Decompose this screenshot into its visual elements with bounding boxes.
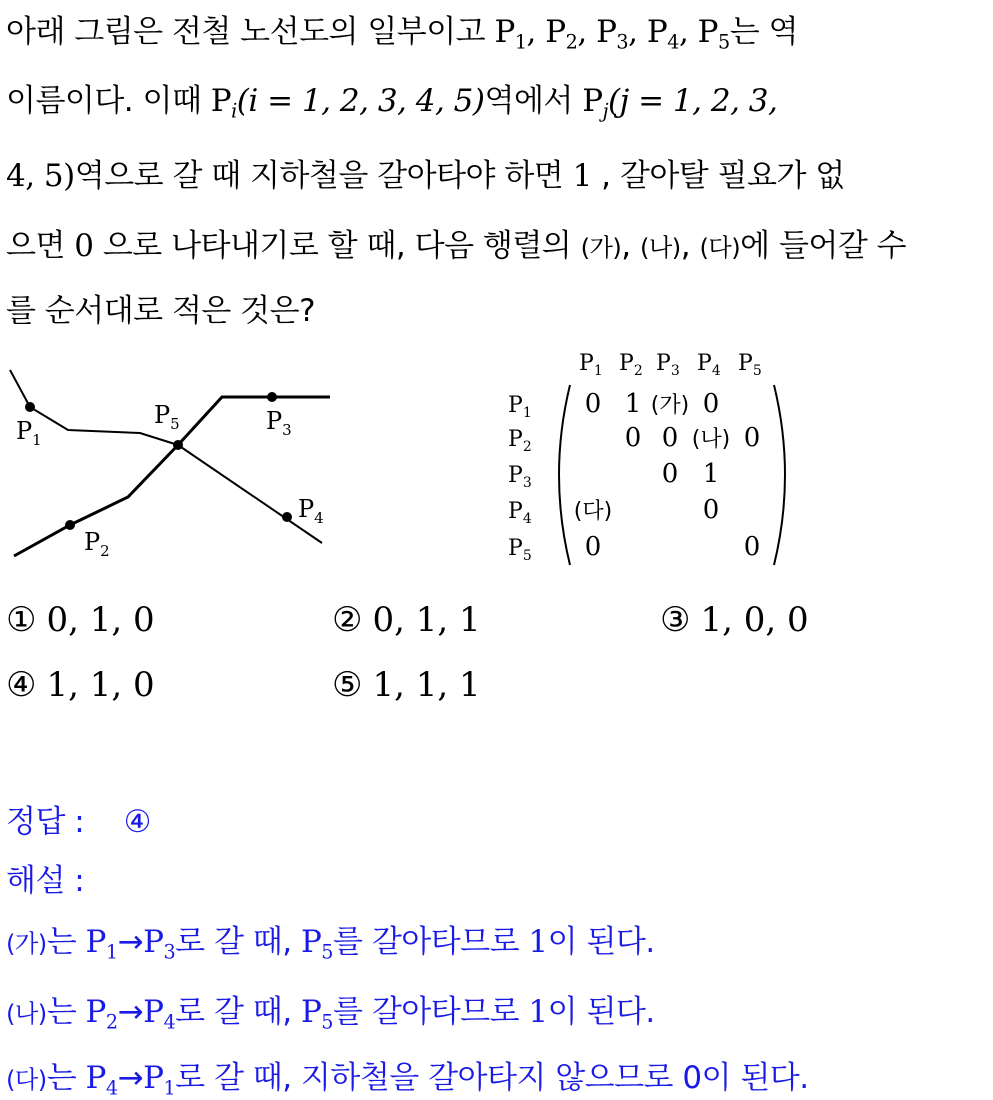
label-p5: $P_5$ [154,401,180,433]
label-p4: $P_4$ [298,495,324,527]
question-line-2: 이름이다. 이때 $P_i(i = 1$, 2, 3, 4, 5)역에서 $P_j(j = 1$, 2, 3, [6,83,778,123]
matrix-row-header: $P_2$ [508,427,532,455]
matrix-cell: 0 [661,423,679,453]
question-line-4: 으면 0 으로 나타내기로 할 때, 다음 행렬의 (가), (나), (다)에 들어갈 수 [6,228,907,264]
matrix-cell: 0 [584,532,602,562]
marker-da: (다) [699,234,741,262]
q-text: 아래 그림은 전철 노선도의 일부이고 [6,14,495,50]
label-p2: $P_2$ [84,528,110,560]
matrix-row-header: $P_5$ [508,536,532,564]
station-p5: P [697,14,719,50]
route-line-thin-2 [178,445,322,543]
station-p2: P [545,14,566,50]
question-line-5: 를 순서대로 적은 것은? [6,293,316,329]
choice-4[interactable]: ④ 1, 1, 0 [6,665,155,705]
matrix-cell: 1 [702,459,720,489]
matrix-cell: 1 [624,389,642,419]
matrix-cell: (나) [691,427,731,452]
matrix-cell: 0 [624,423,642,453]
answer-label: 정답 : [6,804,85,840]
matrix-row-header: $P_4$ [508,499,532,527]
choice-5[interactable]: ⑤ 1, 1, 1 [332,665,481,705]
station-p4: P [646,14,668,50]
matrix-row-header: $P_1$ [508,393,532,421]
matrix-col-header: $P_3$ [656,351,680,379]
station-dot-p5 [173,440,183,450]
label-p1: $P_1$ [16,417,42,449]
matrix-cell: (다) [573,499,613,524]
explanation-label: 해설 : [6,863,85,899]
label-p3: $P_3$ [266,407,292,439]
station-p1: P [494,14,515,50]
matrix-cell: 0 [702,495,720,525]
marker-ga: (가) [580,234,622,262]
matrix-cell: 0 [743,423,761,453]
station-p3: P [596,14,617,50]
marker-na: (나) [640,234,681,262]
matrix-cell: 0 [702,389,720,419]
explanation-line-2: (나)는 $P_2\to P_4$로 갈 때, $P_5$를 갈아타므로 1이 된다. [6,994,655,1034]
subway-route-map [0,355,340,570]
matrix-cell: 0 [584,389,602,419]
matrix-row-header: $P_3$ [508,463,532,491]
matrix-right-bracket [774,385,785,565]
matrix-col-header: $P_5$ [738,351,762,379]
choice-3[interactable]: ③ 1, 0, 0 [660,600,809,640]
question-line-3: 4, 5)역으로 갈 때 지하철을 갈아타야 하면 1 , 갈아탈 필요가 없 [6,158,845,194]
explanation-line-1: (가)는 $P_1\to P_3$로 갈 때, $P_5$를 갈아타므로 1이 된다. [6,924,655,964]
matrix-left-bracket [559,385,570,565]
transfer-matrix [495,340,805,575]
matrix-col-header: $P_1$ [579,351,603,379]
explanation-line-3: (다)는 $P_4\to P_1$로 갈 때, 지하철을 갈아타지 않으므로 0이 된다. [6,1060,809,1100]
station-dot-p2 [65,520,75,530]
matrix-col-header: $P_4$ [697,351,721,379]
answer-value: ④ [123,804,151,840]
matrix-cell: 0 [743,532,761,562]
station-dot-p4 [282,512,292,522]
station-dot-p1 [25,402,35,412]
choice-2[interactable]: ② 0, 1, 1 [332,600,481,640]
matrix-cell: 0 [661,459,679,489]
question-line-1: 아래 그림은 전철 노선도의 일부이고 $P_1$, $P_2$, $P_3$, $P_4$, $P_5$는 역 [6,14,798,54]
matrix-cell: (가) [650,393,690,418]
choice-1[interactable]: ① 0, 1, 0 [6,600,155,640]
matrix-col-header: $P_2$ [619,351,643,379]
station-dot-p3 [267,392,277,402]
answer-line [6,796,151,841]
